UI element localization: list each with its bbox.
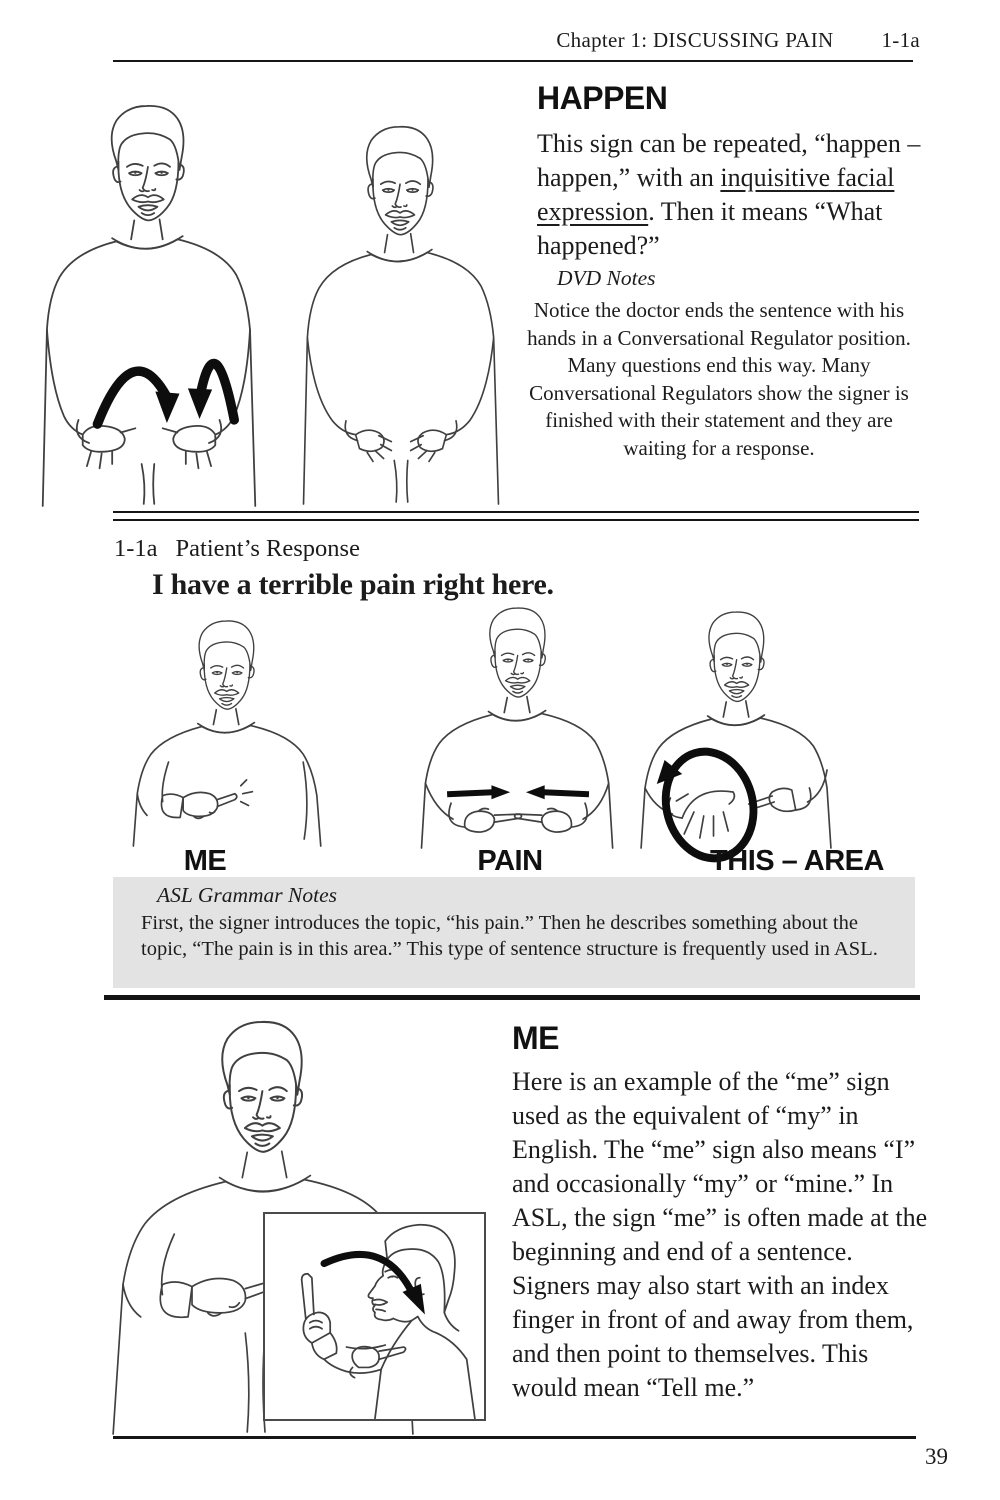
dvd-notes-body: Notice the doctor ends the sentence with his hands in a Conversational Regulator position. Many questions end this way. Many Conversational Regulators show the signer is finished with their statement and they are waiting for a response.: [527, 298, 911, 460]
illustration-me-sign: [108, 614, 352, 846]
page-number: 39: [925, 1444, 948, 1469]
grammar-notes-label: ASL Grammar Notes: [157, 883, 337, 907]
pain-motion-arrows: [447, 785, 589, 799]
response-heading: [114, 535, 360, 563]
sign-label-this-area: THIS – AREA: [710, 845, 884, 877]
section-divider-thick-rule: [104, 995, 920, 1000]
asl-grammar-notes-box: [113, 877, 915, 988]
me-body: Here is an example of the “me” sign used as the equivalent of “my” in English. The “me” sign also means “I” and occasionally “my” or “mine.” In ASL, the sign “me” is often made at the beginning and end of a sentence. Signers may also start with an index finger in front of and away from them, and then point to themselves. This would mean “Tell me.”: [512, 1067, 928, 1402]
illustration-this-area-sign: [600, 608, 874, 848]
section-ref: 1-1a: [881, 28, 920, 52]
grammar-notes-body: First, the signer introduces the topic, “his pain.” Then he describes something about the topic, “The pain is in this area.” This type of sentence structure is frequently used in ASL.: [141, 912, 878, 960]
me-title: ME: [512, 1020, 559, 1056]
dvd-notes-label: DVD Notes: [557, 266, 656, 290]
chapter-title: Chapter 1: DISCUSSING PAIN: [556, 28, 834, 52]
me-sign-inset-illustration-frame: [263, 1212, 486, 1421]
response-title: Patient’s Response: [175, 535, 360, 562]
illustration-conversational-regulator: [290, 108, 512, 504]
happen-motion-arrows: [97, 363, 234, 424]
illustration-point-then-me: [265, 1214, 484, 1419]
footer-rule: [113, 1436, 916, 1439]
section-divider-double-rule: [113, 511, 919, 521]
page-header: [113, 28, 920, 53]
dvd-notes: [515, 266, 923, 462]
sign-label-pain: PAIN: [477, 845, 543, 877]
header-rule: [113, 60, 913, 62]
happen-section: [537, 80, 929, 263]
underlined-phrase: inquisitive facial expression: [537, 163, 895, 226]
response-sentence: I have a terrible pain right here.: [152, 568, 554, 601]
sign-label-me: ME: [183, 845, 227, 877]
illustration-happen-sign-motion: [28, 86, 270, 506]
me-section: [512, 1020, 930, 1405]
happen-body: This sign can be repeated, “happen – happen,” with an inquisitive facial expression. Then it means “What happened?”: [537, 129, 921, 260]
response-ref: 1-1a: [114, 535, 158, 562]
happen-title: HAPPEN: [537, 80, 668, 116]
